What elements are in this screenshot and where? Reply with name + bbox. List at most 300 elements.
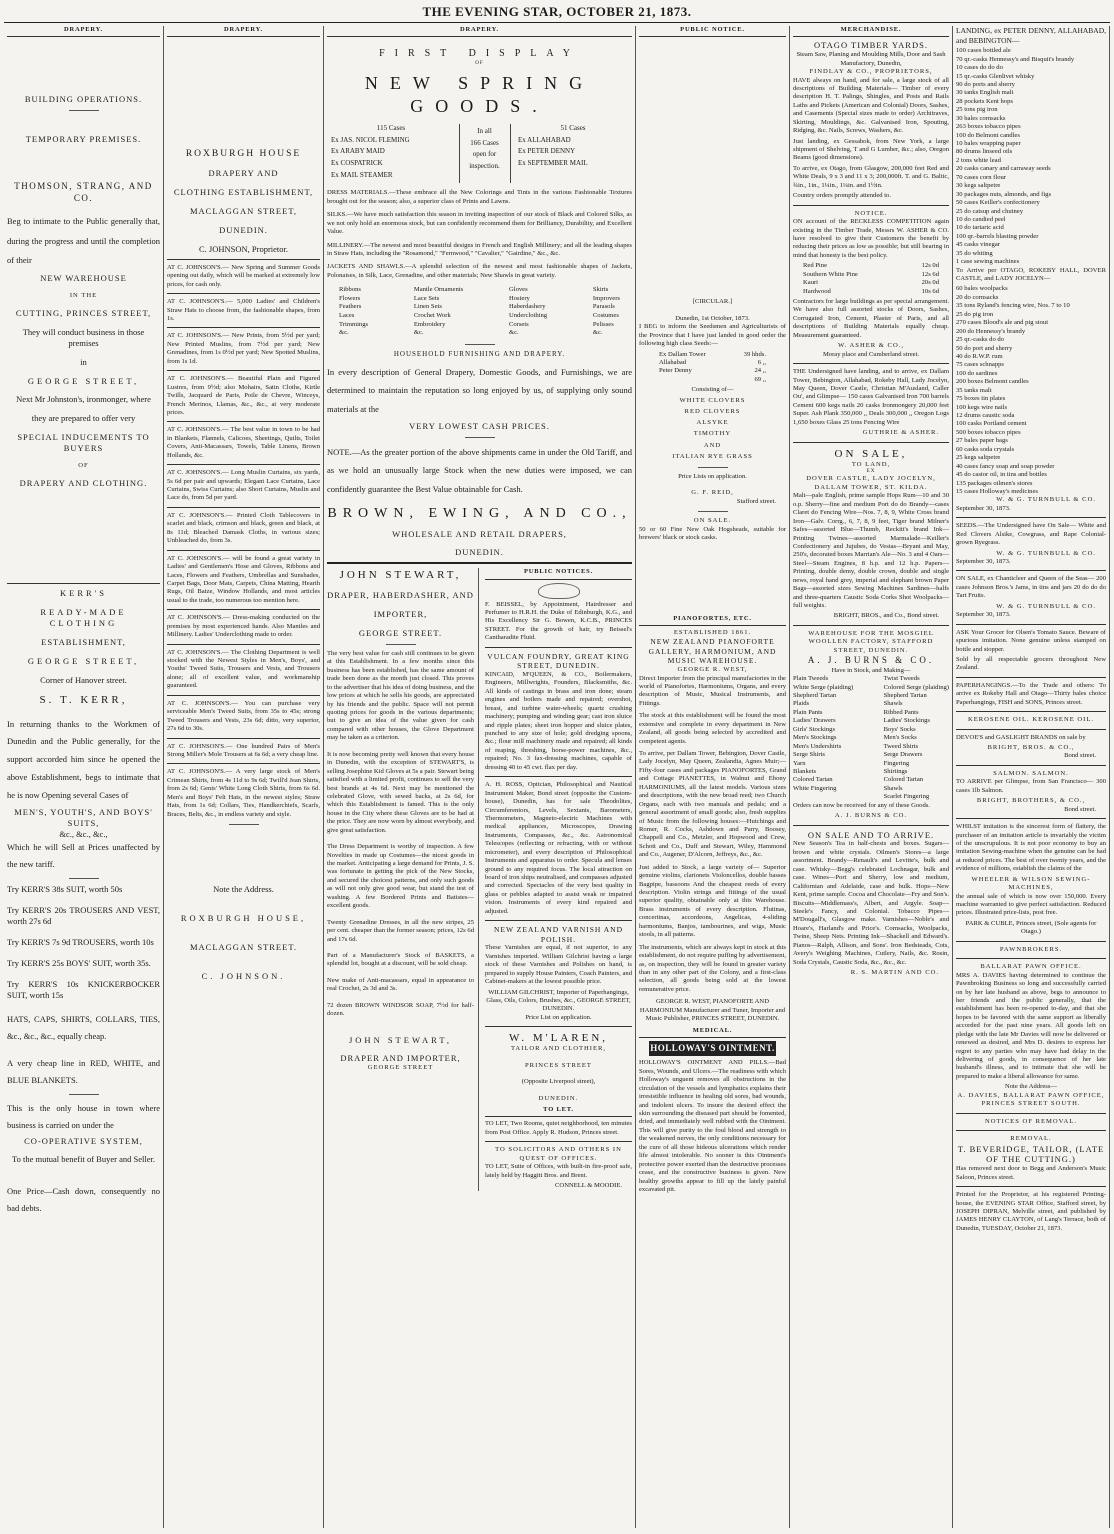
notice-head: NOTICE. bbox=[854, 209, 888, 217]
household-text: In every description of General Drapery, Domestic Goods, and Furnishings, we are determined to maintain the reputation so long enjoyed by us, of supplying only sound materials at the bbox=[327, 366, 632, 414]
burns-orders: Orders can now be received for any of these Goods. bbox=[793, 801, 930, 809]
building-operations: BUILDING OPERATIONS. bbox=[24, 94, 143, 105]
goods-item: &c. bbox=[508, 329, 519, 337]
goods-grid bbox=[339, 286, 620, 337]
column-4-head: PUBLIC NOTICE. bbox=[639, 26, 786, 37]
goods-item: Embroidery bbox=[413, 320, 446, 328]
which: Which he will Sell at Prices unaffected by the new tariff. bbox=[7, 842, 160, 870]
divider bbox=[167, 327, 320, 328]
timber-price: 20s 0d bbox=[921, 279, 939, 287]
burns-item: Ladies' Drawers bbox=[793, 717, 836, 725]
established: ESTABLISHED 1861. bbox=[673, 628, 752, 636]
price-table bbox=[803, 262, 939, 296]
coop: CO-OPERATIVE SYSTEM, bbox=[24, 1135, 143, 1146]
goods-line: 20 casks canary and carraway seeds bbox=[956, 165, 1051, 173]
mens-suits: MEN'S, YOUTH'S, AND BOYS' SUITS, bbox=[14, 806, 153, 828]
goods-item: Haberdashery bbox=[508, 303, 546, 311]
goods-line: 80 drums linseed oils bbox=[956, 148, 1013, 156]
timber-name: Red Pine bbox=[803, 262, 827, 270]
otago-2: Steam Saw, Planing and Moulding Mills, Door and Sash Manufactory, Dunedin, bbox=[796, 51, 946, 67]
to-land: TO LAND, bbox=[851, 460, 891, 468]
bond-2: Bond street. bbox=[1064, 805, 1096, 813]
burns-sig: A. J. BURNS & CO. bbox=[834, 812, 908, 820]
findlay-text-4: Country orders promptly attended to. bbox=[793, 192, 891, 200]
beissel: F. BEISSEL, by Appointment, Hairdresser and Perfumer to H.R.H. the Duke of Edinburgh, K.G., and His Excellency Sir G. Bowen, K.C.B., PRINCES STREET. For the growth of hair, try Beissel's Cantharadite Fluid. bbox=[485, 600, 632, 642]
maclaggan: MACLAGGAN STREET, bbox=[189, 206, 298, 217]
let-3: TO LET, Suite of Offices, with built-in fire-proof safe, lately held by Haggitt Bros. and Brent. bbox=[485, 1163, 632, 1179]
goods-line: 40 do R.W.P. rum bbox=[956, 352, 1003, 360]
beveridge: T. BEVERIDGE, TAILOR, (LATE OF THE CUTTING.) bbox=[957, 1143, 1105, 1165]
george-street-2: GEORGE STREET, bbox=[27, 655, 140, 666]
opposite: (Opposite Liverpool street), bbox=[521, 1078, 596, 1086]
readymade: READY-MADE CLOTHING bbox=[40, 607, 127, 628]
let-1: TO LET, Two Rooms, quiet neighborhood, ten minutes from Post Office. Apply R. Hudson, Princes street. bbox=[485, 1120, 632, 1136]
goods-line: 50 cases Keiller's confectionery bbox=[956, 199, 1040, 207]
mid-line: inspection. bbox=[469, 162, 500, 171]
stewart-paragraph: Twenty Grenadine Dresses, in all the new stripes, 25 per cent. cheaper than the former season; prices, 12s 6d and 17s 6d. bbox=[327, 918, 474, 943]
hogsheads: 50 or 60 Fine New Oak Hogsheads, suitable for brewers' black or stock casks. bbox=[639, 525, 786, 542]
goods-paragraph: MILLINERY.—The newest and most beautiful designs in French and English Millinery; and all the leading shapes in Straw Hats, including the "Rosamond," "Fernwood," "Cavalier," "Gairdine," &c., &c. bbox=[327, 241, 632, 257]
seed-item: TIMOTHY bbox=[693, 430, 732, 438]
goods-line: 28 pockets Kent hops bbox=[956, 97, 1013, 105]
burns-item: Shepherd Tartan bbox=[793, 692, 837, 700]
goods-item: Crochet Work bbox=[413, 311, 451, 319]
burns-item: Twist Tweeds bbox=[883, 675, 920, 683]
column-3 bbox=[324, 26, 636, 1528]
goods-line: 100 qr.-barrels blasting powder bbox=[956, 232, 1039, 240]
left-ships bbox=[331, 136, 451, 181]
stewart-sig-3: GEORGE STREET bbox=[367, 1064, 434, 1072]
price-row bbox=[803, 279, 939, 287]
goods-item: Underclothing bbox=[508, 311, 548, 319]
mlaren: W. M'LAREN, bbox=[508, 1032, 609, 1045]
price-row bbox=[803, 262, 939, 270]
goods-item: Mantle Ornaments bbox=[413, 286, 464, 294]
goods-line: 35 tanks malt bbox=[956, 386, 992, 394]
new-warehouse: NEW WAREHOUSE bbox=[40, 272, 127, 283]
burns-item: Yarn bbox=[793, 759, 806, 767]
seed-qty: 24 ,, bbox=[754, 367, 766, 375]
public-notices-head: PUBLIC NOTICES. bbox=[485, 568, 632, 579]
next: Next Mr Johnston's, ironmonger, where bbox=[16, 394, 151, 405]
west-paragraph: To arrive, per Dallam Tower, Bebington, Dover Castle, Lady Jocelyn, May Queen, Zealandia, Agnes Muir;—Fifty-four cases and packages PIANOFORTES, Grand and Cottage PIANETTES, in Walnut and Ebony HARMONIUMS, all the latest models. Various sizes and descriptions, with the new broad reed; two Church Organs, each with two manuals and pedals; and a general assortment of small goods; also, fresh supplies of Music from the following houses:—Hutchings and Romer, R. Cocks, Ashdown and Parry, Boosey, Chappell and Co., Metzler, and Hopwood and Crew, Schott and Co., Duff and Stewart, Wiley, Hammond and Co., Augener, D'Alcorn, Jeffreys, &c., &c. bbox=[639, 750, 786, 859]
column-4 bbox=[636, 26, 790, 1528]
drapery-clothing: DRAPERY AND CLOTHING. bbox=[19, 478, 148, 489]
beveridge-text: Has removed next door to Begg and Anderson's Music Saloon, Princes street. bbox=[956, 1165, 1106, 1181]
stewart-george: GEORGE STREET. bbox=[358, 628, 443, 639]
removal-head: NOTICES OF REMOVAL. bbox=[985, 1117, 1077, 1125]
removal: REMOVAL. bbox=[1010, 1135, 1052, 1143]
findlay-text: HAVE always on hand, and for sale, a large stock of all descriptions of Building Materials— Timber of every description H. T. Palings, Shingles, and Posts and Rails Laths and Pickets (American and Colonial) Doors, Sashes, and Casements (Special sizes made to order) Architraves, Skirting, Mouldings, &c. Galvanised Iron, Spouting, Ridging, &c. Nails, Screws, Washers, &c. bbox=[793, 76, 949, 135]
pawn: PAWNBROKERS. bbox=[999, 945, 1063, 953]
goods-line: 12 drums caustic soda bbox=[956, 412, 1015, 419]
col3-lower bbox=[327, 568, 632, 1190]
divider bbox=[167, 507, 320, 508]
paperhangings: PAPERHANGINGS.—To the Trade and others: To arrive ex Rokeby Hall and Otago—Thirty bales choice Paperhangings, FISH and SONS, Princes street. bbox=[956, 681, 1106, 706]
etc: &c., &c., &c., bbox=[59, 828, 108, 839]
on-sale: ON SALE. bbox=[693, 517, 732, 525]
date-3: September 30, 1873. bbox=[956, 611, 1011, 619]
ships: DOVER CASTLE, LADY JOCELYN, DALLAM TOWER, ST. KILDA. bbox=[806, 475, 936, 491]
tailor: TAILOR AND CLOTHIER, bbox=[510, 1045, 607, 1053]
stewart-paragraph: 72 dozen BROWN WINDSOR SOAP, 7½d for half-dozen. bbox=[327, 1001, 474, 1018]
landing: LANDING, ex PETER DENNY, ALLAHABAD, and BEBINGTON— bbox=[956, 26, 1106, 45]
goods-item: Linen Sets bbox=[413, 303, 442, 311]
seed-row bbox=[659, 359, 766, 367]
notice-text: ON account of the RECKLESS COMPETITION again existing in the Timber Trade, Messrs W. ASHER & CO. have resolved to give their Customers the benefit by reducing their prices as low as possible; but still bearing in mind that honesty is the best policy. bbox=[793, 218, 949, 259]
on-sale-2: ON SALE, bbox=[834, 447, 908, 460]
goods-line: 270 cases Blood's ale and pig stout bbox=[956, 319, 1049, 327]
west: GEORGE R. WEST, bbox=[677, 666, 748, 674]
olsen-2: Sold by all respectable grocers throughout New Zealand. bbox=[956, 655, 1106, 672]
goods-line: 60 bales woolpacks bbox=[956, 285, 1008, 293]
park: PARK & CUBLE, Princes street, (Sole agents for Otago.) bbox=[965, 919, 1097, 936]
undersigned: THE Undersigned have landing, and to arrive, ex Dallam Tower, Bebington, Allahabad, Rokeby Hall, Lady Jocelyn, May Queen, Dover Castle, Christian M'Ausland, Caller Ou', and Glimpse— 150 cases Galvanised Iron 700 barrels Cement 600 kegs nails 20 casks Ironmongery 20,000 feet Super. Ash Plank 350,000 ,, Deals 300,000 ,, Oregon Logs 1,650 boxes Glass 25 tons Fencing Wire bbox=[793, 368, 949, 426]
dunedin-2: DUNEDIN. bbox=[455, 547, 504, 558]
brown-ewing: BROWN, EWING, AND CO., bbox=[327, 505, 632, 521]
holloway-banner: HOLLOWAY'S OINTMENT. bbox=[649, 1041, 776, 1057]
burns-item: Serge Drawers bbox=[883, 751, 923, 759]
nz-piano: NEW ZEALAND PIANOFORTE GALLERY, HARMONIUM, AND MUSIC WAREHOUSE. bbox=[648, 637, 777, 666]
goods-paragraph: DRESS MATERIALS.—These embrace all the New Colorings and Tints in the various Fashionable Textures brought out for the season; also, a superior class of Prints and Lawns. bbox=[327, 189, 632, 205]
goods-line: 90 do ports and sherry bbox=[956, 80, 1015, 88]
goods-item: &c. bbox=[592, 329, 603, 337]
davies-note: Note the Address— bbox=[1004, 1083, 1057, 1091]
goods-line: 40 cases fancy soap and soap powder bbox=[956, 462, 1055, 470]
shipments bbox=[331, 124, 628, 184]
seed-table bbox=[659, 351, 766, 385]
seed-qty: 6 ,, bbox=[757, 358, 766, 366]
goods-line: 10 bales wrapping paper bbox=[956, 140, 1021, 147]
johnson-ad: AT C. JOHNSON'S.— Dress-making conducted on the premises by most experienced hands. Also Mantles and Millinery. Ladies' Underclothing made to order. bbox=[167, 614, 320, 639]
burns-item: Boys' Socks bbox=[883, 725, 916, 733]
corner: Corner of Hanover street. bbox=[40, 674, 127, 685]
goods-item: &c. bbox=[339, 329, 349, 337]
new-spring-goods: NEW SPRING GOODS. bbox=[364, 72, 595, 116]
conduct: They will conduct business in those premises bbox=[22, 326, 145, 348]
findlay-text-3: To arrive, ex Otago, from Glasgow, 200,000 feet Red and White Deals, 9 x 3 and 11 x 3; 200,000ft. T. and G. Baltic, ¾in., 1in., 1¼in., 1¼in. and 1½in. bbox=[793, 164, 949, 189]
ballarat: BALLARAT PAWN OFFICE. bbox=[980, 963, 1082, 971]
seed-item: WHITE CLOVERS bbox=[679, 396, 746, 404]
bright-2: BRIGHT, BROTHERS, & CO., bbox=[976, 797, 1086, 805]
divider bbox=[167, 763, 320, 764]
date: Dunedin, 1st October, 1873. bbox=[675, 314, 750, 322]
address-2: MACLAGGAN STREET. bbox=[189, 941, 298, 952]
timber-price: 10s 6d bbox=[921, 287, 939, 295]
seed-item: ALSYKE bbox=[696, 419, 729, 427]
only-house: This is the only house in town where business is carried on under the bbox=[7, 1102, 160, 1130]
johnson-ad: AT C. JOHNSON'S.— Beautiful Plain and Figured Lustres, from 9½d; also Mohairs, Satin Cloths, Kirtle Twills, Jacquard de Paris, Poile de Chevre, Winceys, French Merinos, Llamas, &c., &c., at very moderate prices. bbox=[167, 375, 320, 416]
burns-item: Tweed Shirts bbox=[883, 742, 919, 750]
goods-line: 15 cases Holloway's medicines bbox=[956, 487, 1038, 495]
timber-price: 12s 0d bbox=[921, 262, 939, 270]
dunedin: DUNEDIN. bbox=[219, 225, 268, 236]
salmon-text: TO ARRIVE per Glimpse, from San Francisco— 300 cases 1lb Salmon. bbox=[956, 778, 1106, 794]
burns-item: Plain Tweeds bbox=[793, 675, 829, 683]
burns-item: Fingering bbox=[883, 759, 910, 767]
consisting: Consisting of— bbox=[691, 386, 734, 394]
of: OF bbox=[475, 61, 484, 67]
clothing: CLOTHING ESTABLISHMENT, bbox=[173, 187, 314, 198]
gilchrist: WILLIAM GILCHRIST, Importer of Paperhangings, Glass, Oils, Colors, Brushes, &c., GEORGE STREET, DUNEDIN. bbox=[486, 988, 631, 1013]
col6-goods-2 bbox=[956, 285, 1106, 496]
goods-line: 100 cases bottled ale bbox=[956, 47, 1011, 55]
goods-line: 25 tons pig iron bbox=[956, 106, 998, 114]
goods-line: 25 kegs saltpetre bbox=[956, 454, 1001, 462]
goods-line: 200 boxes Belmont candles bbox=[956, 378, 1029, 386]
first-display: FIRST DISPLAY bbox=[379, 48, 580, 60]
stewart-importer: IMPORTER, bbox=[373, 609, 428, 620]
davies-sig: A. DAVIES, BALLARAT PAWN OFFICE, PRINCES STREET SOUTH. bbox=[957, 1091, 1105, 1108]
stewart-paragraph: The Dress Department is worthy of inspection. A few Novelties in made up Costumes—the nicest goods in the market. Anticipating a large demand for Prints, J. S. was fortunate in getting the pick of the New Stocks, and secured the choicest patterns, and only such goods as will not only give good wear, but stand the test of washing. A few Bordered Prints and Batistes—excellent goods. bbox=[327, 843, 474, 910]
let-2: TO SOLICITORS AND OTHERS IN QUEST OF OFFICES. bbox=[495, 1146, 622, 1162]
goods-line: 50 do port and sherry bbox=[956, 344, 1013, 352]
stewart-sig-1: JOHN STEWART, bbox=[348, 1034, 453, 1045]
burns-item: Plain Pants bbox=[793, 708, 823, 716]
seed-item: RED CLOVERS bbox=[684, 407, 741, 415]
goods-line: 60 casks soda crystals bbox=[956, 445, 1015, 453]
goods-line: 27 bales paper bags bbox=[956, 437, 1008, 445]
goods-line: 10 cases do do do bbox=[956, 64, 1003, 72]
stewart-paras bbox=[327, 650, 474, 1019]
hats: HATS, CAPS, SHIRTS, COLLARS, TIES, &c., &c., &c., equally cheap. bbox=[7, 1013, 160, 1041]
martin: R. S. MARTIN AND CO. bbox=[850, 969, 939, 977]
royal-crest-icon bbox=[538, 583, 580, 599]
seed-item: ITALIAN RYE GRASS bbox=[672, 452, 753, 460]
ship-name: Ex JAS. NICOL FLEMING bbox=[331, 135, 410, 144]
johnson-ad: AT C. JOHNSON'S.— Printed Cloth Tablecovers in scarlet and black, crimson and black, green and black, at 8s 11d; Bleached Damask Cloths, in various sizes; Unbleached do, from 3s. bbox=[167, 511, 320, 545]
burns-intro: Have in Stock, and Making— bbox=[831, 666, 911, 674]
burns: A. J. BURNS & CO. bbox=[807, 655, 935, 666]
burns-right bbox=[884, 675, 949, 802]
johnson-ad: AT C. JOHNSON'S.— 5,000 Ladies' and Children's Straw Hats to choose from, the fashionable shapes, from 1s. bbox=[167, 298, 320, 323]
goods-line: 35 do whiting bbox=[956, 249, 993, 257]
date-2: September 30, 1873. bbox=[956, 558, 1011, 565]
goods-line: 25 qr.-casks do do bbox=[956, 336, 1004, 344]
goods-line: 500 boxes tobacco pipes bbox=[956, 428, 1021, 436]
stewart-ad bbox=[327, 568, 479, 1190]
price-row bbox=[803, 271, 939, 279]
turnbull-3: W. & G. TURNBULL & CO. bbox=[996, 602, 1096, 610]
kerr-item-1: Try KERR'S 38s SUIT, worth 50s bbox=[7, 884, 123, 895]
findlay-text-2: Just landing, ex Gessabok, from New York, a large shipment of Shelving, T and G Lumber, &c.; also, Oregon Beams (good dimensions). bbox=[793, 137, 949, 162]
date-1: September 30, 1873. bbox=[956, 504, 1011, 512]
west-paragraph: The instruments, which are always kept in stock at this establishment, do not require puffing by advertisement, as, on inspection, they will be found in greater variety than in any other part of the Colony, and a first-class selection, all goods being sold at the lowest remunerative price. bbox=[639, 943, 786, 993]
seed-qty: 39 hhds. bbox=[743, 350, 766, 358]
goods-paragraph: JACKETS AND SHAWLS.—A splendid selection of the newest and most fashionable shapes of Jackets, Polonaises, in Silk, Lace, Grenadine, and other materials; New Shawls in great variety. bbox=[327, 263, 632, 279]
west-sig: GEORGE R. WEST, PIANOFORTE AND HARMONIUM Manufacturer and Tuner, Importer and Music Publisher, PRINCES STREET, DUNEDIN. bbox=[639, 998, 786, 1023]
goods-line: 25 do catsup and chutney bbox=[956, 207, 1024, 215]
right-ships bbox=[518, 136, 628, 169]
divider bbox=[167, 550, 320, 551]
one-price: One Price—Cash down, consequently no bad debts. bbox=[7, 1186, 160, 1214]
olsen: ASK Your Grocer for Olsen's Tomato Sauce. Beware of spurious imitation. None genuine unless stamped on bottle and stopper. bbox=[956, 628, 1106, 653]
goods-item: Improvers bbox=[592, 294, 620, 302]
holloway: HOLLOWAY'S OINTMENT AND PILLS.—Bad Sores, Wounds, and Ulcers.—The readiness with which Holloway's unguent removes all obstructions in the circulation of the vessels and lymphatics explains their irresistible influence in healing old sores, bad wounds, and indolent ulcers. To insure the desired effect the skin surrounding the diseased part should be fomented, dried, and immediately well rubbed with the Ointment. This will give purity to the foul blood and strength to the weakened nerves, the only conditions necessary for the cure of all those hideous ulcerations which render life almost intolerable. No sooner is this Ointment's protective power exerted than the destructive processes cease, and the constructive business is given. New healthy growths appear to fill up the lately painful excavated pit. bbox=[639, 1059, 786, 1193]
princes: PRINCES STREET bbox=[525, 1061, 592, 1069]
public-notices bbox=[485, 568, 632, 1190]
goods-item: Parasols bbox=[592, 303, 615, 311]
kerr-item-3: Try KERR'S 7s 9d TROUSERS, worth 10s bbox=[7, 937, 154, 948]
stewart-draper: DRAPER, HABERDASHER, AND bbox=[327, 590, 474, 601]
proprietor: C. JOHNSON, Proprietor. bbox=[198, 243, 289, 254]
seeds: SEEDS.—The Undersigned have On Sale— White and Red Clovers Alsike, Cowgrass, and Rape Colonial-grown Ryegrass. bbox=[956, 522, 1106, 547]
price-lists: Price Lists on application. bbox=[678, 472, 747, 480]
burns-item: White Fingering bbox=[793, 784, 837, 792]
burns-item: Shepherd Tartan bbox=[883, 692, 927, 700]
burns-item: White Serge (plaiding) bbox=[793, 683, 854, 691]
seed-row bbox=[659, 367, 766, 375]
burns-item: Men's Socks bbox=[883, 734, 917, 742]
varnish: These Varnishes are equal, if not superior, to any Varnishes imported. William Gilchrist having a large stock of these Varnishes and Polishes on hand, is prepared to supply House Painters, Coach Painters, and Cabinet-makers at the lowest possible price. bbox=[485, 944, 632, 986]
seed-ship: Peter Denny bbox=[659, 367, 692, 375]
stewart-paragraph: It is now becoming pretty well known that every house in Dunedin, with the exception of STEWART'S, is selling Josephine Kid Gloves at 5s a pair. Stewart being satisfied with a limited profit, continues to sell the very best brands at 4s 6d. Next may be mentioned the celebrated Glove, with sewed backs, at 2s 6d, for which this Establishment is famed. This is the only house in the City where these Gloves are to be had at the price. They are now worn by almost everybody, and give great satisfaction. bbox=[327, 750, 474, 834]
goods-item: Trimmings bbox=[339, 320, 369, 328]
mid-line: 166 Cases bbox=[470, 138, 499, 147]
goods-line: 30 tanks English malt bbox=[956, 89, 1014, 97]
stafford: Stafford street. bbox=[736, 497, 776, 505]
timber-name: Hardwood bbox=[803, 287, 831, 295]
prepared: they are prepared to offer very bbox=[31, 413, 136, 424]
masthead: THE EVENING STAR, OCTOBER 21, 1873. bbox=[422, 4, 692, 19]
kerr-item-2: Try KERR'S 20s TROUSERS AND VEST, worth 27s 6d bbox=[7, 905, 160, 927]
goods-line: 100 do sardines bbox=[956, 369, 998, 377]
wheeler-2: WHEELER & WILSON SEWING-MACHINES, bbox=[971, 875, 1091, 892]
column-6 bbox=[953, 26, 1110, 1528]
address-3: C. JOHNSON. bbox=[201, 970, 286, 981]
price-list: Price List on application. bbox=[525, 1013, 592, 1021]
divider bbox=[167, 370, 320, 371]
johnson-ad: AT C. JOHNSON'S.— The Clothing Department is well stocked with the Newest Styles in Men's, Boys', and Youths' Tweed Suits, Trousers and Vests, and Trousers alone; all of excellent value, and workmanship guaranteed. bbox=[167, 648, 320, 690]
goods-line: 35 tons Ryland's fencing wire, Nos. 7 to 10 bbox=[956, 302, 1070, 310]
goods-column bbox=[593, 286, 620, 337]
cheap-line: A very cheap line in RED, WHITE, and BLUE BLANKETS. bbox=[7, 1057, 160, 1085]
goods-line: 45 casks vinegar bbox=[956, 241, 1000, 249]
seed-row bbox=[659, 376, 766, 384]
seed-ship: Allahabad bbox=[659, 358, 687, 366]
ship-name: Ex PETER DENNY bbox=[518, 147, 576, 156]
ex: EX bbox=[866, 469, 876, 475]
arrive-head: ON SALE AND TO ARRIVE. bbox=[807, 829, 935, 840]
left-cases: 115 Cases bbox=[376, 123, 406, 132]
ross: A. H. ROSS, Optician, Philosophical and Nautical Instrument Maker, Bond street (opposite the Custom-house), Dunedin, has for sale Theodolites, Circumferentors, Levels, Sextants, Barometers, Thermometers, Magneto-electric Machines with medical appliances, Microscopes, Drawing Instruments, Compasses, &c., &c. Astronomical Telescopes (reflecting or refracting, with or without micrometer), and every description of Philosophical Instruments and apparatus to order. Specula and lenses ground to any required focus. The local attraction on board of iron ships neutralised, and compasses adjusted and corrected. Spectacles of the very best quality in glass or pebbles adapted to assist weak or impaired vision. Instruments of every kind repaired and adjusted. bbox=[485, 781, 632, 915]
kerr-item-4: Try KERR'S 25s BOYS' SUIT, worth 35s. bbox=[7, 957, 151, 968]
goods-item: Hosiery bbox=[508, 294, 530, 302]
divider bbox=[167, 644, 320, 645]
asher: W. ASHER & CO., bbox=[837, 342, 905, 350]
special: SPECIAL INDUCEMENTS TO BUYERS bbox=[17, 432, 150, 454]
printed: Printed for the Proprietor, at his registered Printing-house, the EVENING STAR Office, Stafford street, by JOSEPH DIPRAN, Melville street, and published by JAMES HENRY CLAYTON, of Lang's Terrace, both of Dunedin, TUESDAY, October 21, 1873. bbox=[956, 1191, 1106, 1232]
johnson-ad: AT C. JOHNSON'S.— New Spring and Summer Goods opening out daily, which will be marked at extremely low prices, for cash only. bbox=[167, 263, 320, 288]
burns-item: Shirtings bbox=[883, 767, 908, 775]
goods-line: 20 do cornsacks bbox=[956, 293, 999, 301]
goods-item: Corsets bbox=[508, 320, 529, 328]
goods-line: 30 bales cornsacks bbox=[956, 114, 1006, 122]
burns-item: Ribbed Pants bbox=[883, 708, 919, 716]
contractors: Contractors for large buildings as per special arrangement. We have also full assorted stocks of Doors, Sashes, Corrugated Iron, Cement, Plaster of Paris, and all descriptions of Building Materials equally cheap. Measurement guaranteed. bbox=[793, 298, 949, 339]
asher-2: Moray place and Cumberland street. bbox=[822, 350, 920, 358]
goods-line: 263 boxes tobacco pipes bbox=[956, 123, 1021, 131]
stewart-sig-2: DRAPER AND IMPORTER, bbox=[340, 1053, 461, 1064]
burns-item: Scarlet Fingering bbox=[883, 793, 930, 801]
burns-item: Shawls bbox=[883, 700, 903, 708]
medical-head: MEDICAL. bbox=[639, 1027, 786, 1038]
establishment: ESTABLISHMENT, bbox=[41, 636, 126, 647]
to-let-head: TO LET. bbox=[485, 1106, 632, 1117]
stewart-name: JOHN STEWART, bbox=[339, 569, 462, 582]
goods-line: 10 do tartaric acid bbox=[956, 224, 1004, 232]
goods-line: 30 kegs saltpetre bbox=[956, 182, 1001, 190]
davies: MRS A. DAVIES having determined to continue the Pawnbroking Business so long and successfully carried on by her late husband as above, begs to announce to her friends and the public generally, that the establishment has been re-opened to-day, and that she hopes to be favored with the same support as liberally accorded for the past nine years. All goods left on pledge with the late Mr Davies will now be delivered or renewed as desired, and Mrs D. desires to express her regret to any parties who may have had delay in the delivering of goods, in consequence of her late husband's illness, and to intimate that she will be prepared to make a liberal allowance for same. bbox=[956, 971, 1106, 1080]
burns-item: Men's Undershirts bbox=[793, 742, 842, 750]
burns-item: Men's Stockings bbox=[793, 734, 837, 742]
timber-name: Kauri bbox=[803, 279, 819, 287]
piano-head: PIANOFORTES, ETC. bbox=[639, 615, 786, 626]
mutual: To the mutual benefit of Buyer and Seller. bbox=[12, 1154, 155, 1165]
goods-line: 100 kegs wire nails bbox=[956, 403, 1008, 411]
burns-item: Colored Tartan bbox=[883, 776, 924, 784]
goods-item: Pelisses bbox=[592, 320, 614, 328]
stewart-paragraph: The very best value for cash still continues to be given at this Establishment. In a few months since this business has been established, has the same amount of trade been done as the month just closed. This proves to the advertiser that his idea of doing business, and the low prices at which he sells his goods, are appreciated by his friends and the public. Space will not permit quoting prices for goods in the various departments; but to give an idea of the value given for cash compared with other houses, the Glove Department may be taken as a criterion. bbox=[327, 649, 474, 742]
goods-line: 70 qr.-casks Hennessy's and Bisquit's brandy bbox=[956, 55, 1075, 63]
divider bbox=[167, 695, 320, 696]
ship-name: Ex SEPTEMBER MAIL bbox=[518, 159, 588, 168]
cutting: CUTTING, PRINCES STREET, bbox=[15, 308, 152, 319]
goods-item: &c. bbox=[413, 329, 424, 337]
goods-item: Feathers bbox=[339, 303, 362, 311]
seed-list bbox=[639, 395, 786, 462]
ship-name: Ex COSPATRICK bbox=[331, 159, 383, 168]
timber-price: 12s 6d bbox=[921, 270, 939, 278]
george-street: GEORGE STREET, bbox=[27, 375, 140, 386]
household: HOUSEHOLD FURNISHING AND DRAPERY. bbox=[393, 349, 566, 358]
johnson-ad: AT C. JOHNSON'S.— A very large stock of Men's Crimean Shirts, from 4s 11d to 9s 6d; Twill'd Jean Shirts, from 2s 6d; Gents' White Long Cloth Shirts, from 6s 6d. Men's and Boys' Felt Hats, in the newest styles; Straw Hats, from 1s 6d; Collars, Ties, Handkerchiefs, Scarfs, Braces, Belts, &c., in endless variety and style. bbox=[167, 768, 320, 818]
goods-item: Skirts bbox=[592, 286, 609, 294]
west-paragraph: The stock at this establishment will be found the most extensive and complete in every department in New Zealand, all goods being selected by accredited and competent agents. bbox=[639, 712, 786, 745]
bright: BRIGHT, BROS. & CO., bbox=[987, 744, 1075, 751]
vulcan: KINCAID, M'QUEEN, & CO., Boilermakers, Engineers, Millwrights, Founders, Blacksmiths, &c. All kinds of castings in brass and iron done; steam engines and boilers made and repaired; overshot, breast, and turbine water-wheels; quartz crushing machinery; pumping and winding gear; cast iron sluice and ripple plates; sheet iron hopper and sluice plates, punched to any size of hole; gold dredging spoons, &c.; flour mill machinery made and repaired; all kinds of reaping, threshing, horse-power machines, &c., repaired; No. 3 fax-dressing machines, capable of dressing 40 to 45 cwt. flax per day. bbox=[485, 670, 632, 771]
ship-name: Ex MAIL STEAMER bbox=[331, 171, 393, 180]
goods-item: Flowers bbox=[339, 294, 361, 302]
johnson-ad: AT C. JOHNSON'S.— Long Muslin Curtains, six yards, 5s 6d per pair and upwards; Elegant Lace Curtains, Lace Curtains, Swiss Curtains; also Short Curtains, Muslin and Lace do, from 5d per yard. bbox=[167, 469, 320, 502]
devoe: DEVOE'S and GASLIGHT BRANDS on sale by bbox=[956, 733, 1086, 741]
stewart-paragraph: Part of a Manufacturer's Stock of BASKETS, a splendid lot, bought at a discount, will be sold cheap. bbox=[327, 951, 474, 968]
goods-line: 45 do castor oil, in tins and bottles bbox=[956, 471, 1047, 479]
goods-column bbox=[339, 286, 368, 337]
goods-line: 75 boxes tin plates bbox=[956, 395, 1006, 403]
goods-line: 75 cases schnapps bbox=[956, 361, 1004, 369]
goods-line: 200 do Hennessy's brandy bbox=[956, 327, 1026, 335]
goods: Malt—pale English, prime sample Hops Rum—10 and 30 o.p. Sherry—fine and medium Port do do Brandy—cases Claret do Fencing Wire—Nos. 7, 8, 9, White Cross brand Iron—Galv. Corrg., 6, 7, 8, 9 feet, Tiger brand Milner's Safes—assorted Blue—Thumb, Reckitt's brand Ink—Printing Twines—assorted Marmalade—Keiller's Confectionery and Jujubes, do Vestas—Bryant and May, 250's, decorated boxes Marrian's Ale—No. 3 and 4 Oars—Steel—Steam Engines, 8 h.p. and 12 h.p. Papers—Printing, double demy, double crown, double and single news, royal hand grey, imperial and elephant brown Paper Bags—assorted sizes Sewing Machines Sardines—halfs and three-quarters Caustic Soda Corks Shot Woolpacks—full weights. bbox=[793, 492, 949, 610]
seed-row bbox=[659, 351, 766, 359]
kerosene: KEROSENE OIL. KEROSENE OIL. bbox=[967, 716, 1095, 724]
west-paragraph: Just added to Stock, a large variety of— Superior genuine violins, clarionets Violoncellos, double basses Bagpipe, bassoons And the cheapest reeds of every description. Violin strings and fittings of the usual superior quality, obtainable only at this Warehouse. Brass instruments of every description. Flutinas, concertinas, accordeons, Angelicas, 4-sliding harmoniums, Banjos, tambourines, and wigs, Music stools, in all patterns. bbox=[639, 863, 786, 939]
mid-line: In all bbox=[477, 126, 492, 135]
goods-line: 2 tons white lead bbox=[956, 156, 1001, 164]
goods-item: Laces bbox=[339, 311, 355, 319]
goods-paragraphs bbox=[327, 189, 632, 280]
wheeler: WHILST imitation is the sincerest form of flattery, the purchaser of an imitation article is invariably the victim of the unscrupulous. It is not poor economy to buy an imitation Sewing-machine when the genuine can be had at reduced prices. The best of over twenty years, and the evidence of millions, establish the claims of the bbox=[956, 823, 1106, 873]
kerr-text: In returning thanks to the Workmen of Dunedin and the Public generally, for the support accorded him since he opened the above Establishment, begs to intimate that he is now Opening several Cases of bbox=[7, 718, 160, 800]
roxburgh-house: ROXBURGH HOUSE bbox=[185, 149, 302, 160]
wholesale: WHOLESALE AND RETAIL DRAPERS, bbox=[392, 528, 567, 539]
goods-column bbox=[509, 286, 547, 337]
stewart-paragraph: New make of Anti-macassars, equal in appearance to real Crochet, 2s 3d and 3s. bbox=[327, 976, 474, 993]
goods-line: 135 packages oilmen's stores bbox=[956, 479, 1033, 487]
divider bbox=[167, 421, 320, 422]
divider bbox=[167, 738, 320, 739]
lowest: VERY LOWEST CASH PRICES. bbox=[409, 420, 550, 431]
